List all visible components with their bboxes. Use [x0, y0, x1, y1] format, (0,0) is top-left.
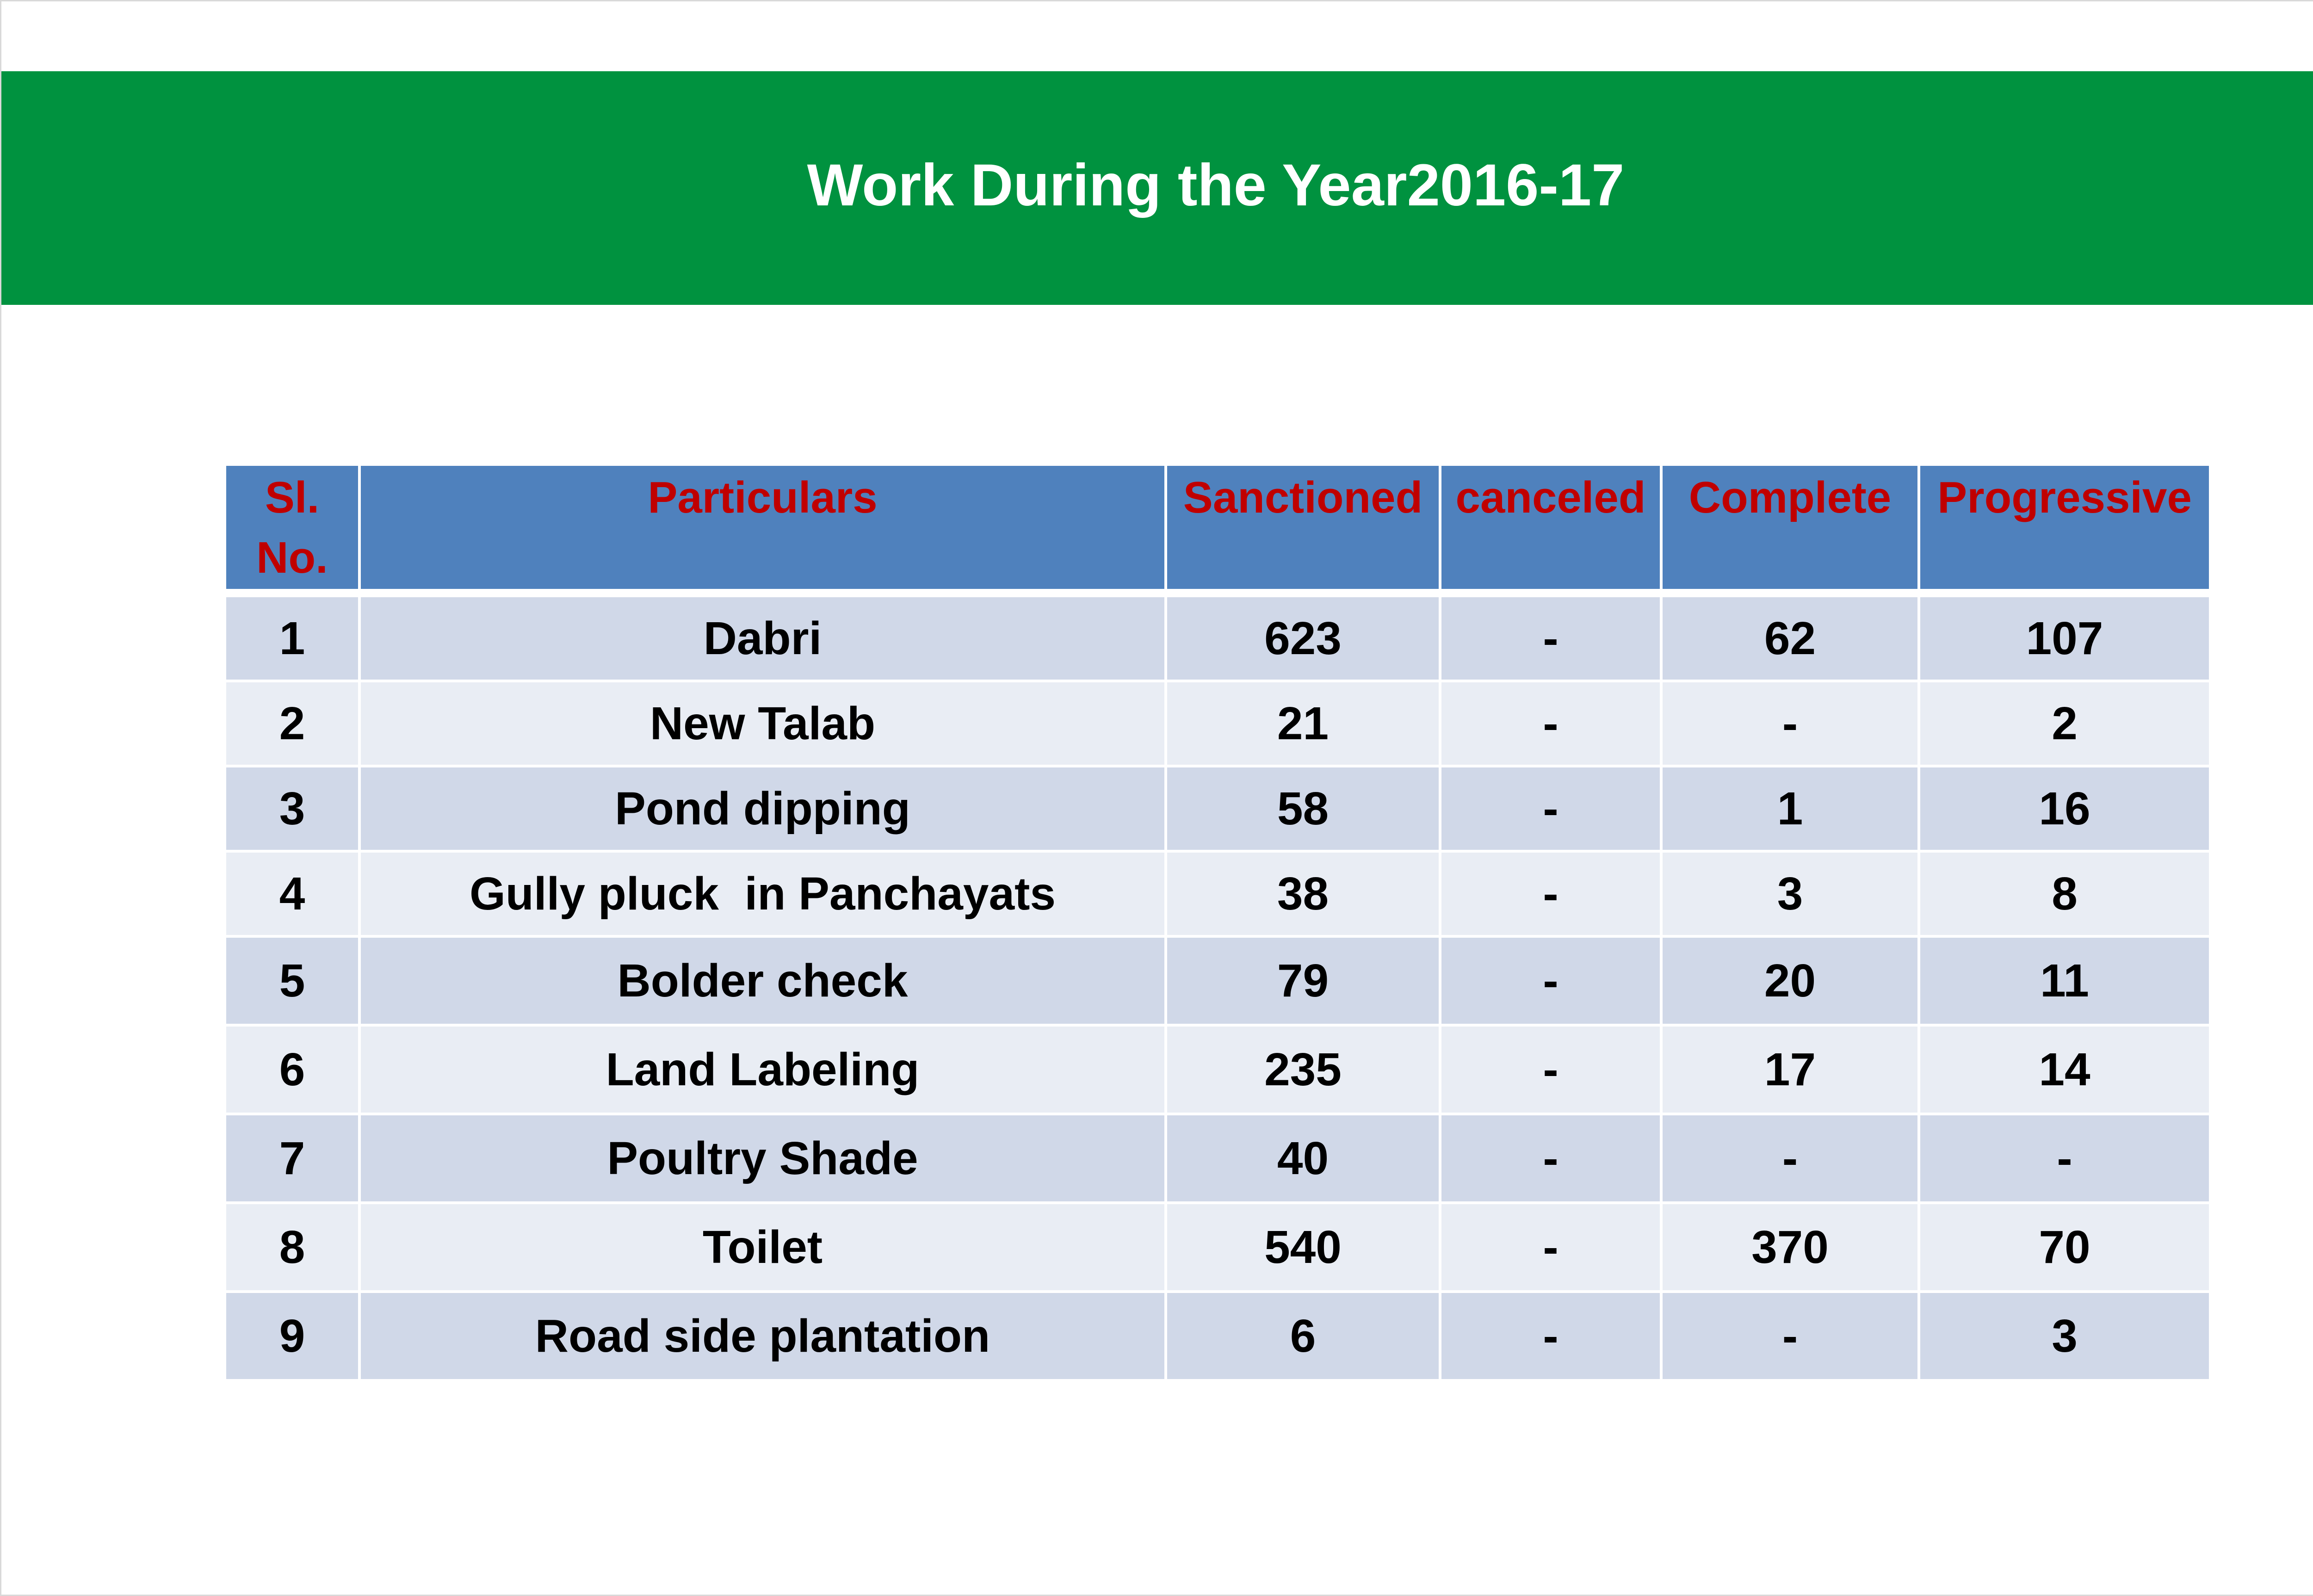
- cell-canceled: -: [1440, 936, 1661, 1025]
- cell-particulars: Poultry Shade: [359, 1114, 1166, 1203]
- header-complete: Complete: [1661, 464, 1919, 593]
- cell-progressive: 107: [1919, 593, 2210, 681]
- cell-canceled: -: [1440, 1292, 1661, 1380]
- work-table: [223, 463, 2212, 1382]
- table-row: [225, 851, 2210, 936]
- header-canceled: canceled: [1440, 464, 1661, 593]
- cell-complete: -: [1661, 681, 1919, 766]
- cell-progressive: 14: [1919, 1025, 2210, 1114]
- cell-progressive: 16: [1919, 766, 2210, 851]
- cell-particulars: Dabri: [359, 593, 1166, 681]
- cell-sl: 6: [225, 1025, 359, 1114]
- header-sanctioned: Sanctioned: [1166, 464, 1440, 593]
- title-band: [1, 71, 2313, 305]
- cell-particulars: Toilet: [359, 1203, 1166, 1292]
- cell-particulars: Bolder check: [359, 936, 1166, 1025]
- cell-progressive: 2: [1919, 681, 2210, 766]
- cell-sanctioned: 235: [1166, 1025, 1440, 1114]
- cell-canceled: -: [1440, 1025, 1661, 1114]
- cell-particulars: Pond dipping: [359, 766, 1166, 851]
- cell-sl: 8: [225, 1203, 359, 1292]
- slide-title: Work During the Year2016-17: [807, 152, 1625, 218]
- table-row: [225, 1114, 2210, 1203]
- cell-complete: -: [1661, 1292, 1919, 1380]
- cell-canceled: -: [1440, 766, 1661, 851]
- table-row: [225, 1025, 2210, 1114]
- cell-sanctioned: 79: [1166, 936, 1440, 1025]
- cell-complete: 62: [1661, 593, 1919, 681]
- cell-complete: 20: [1661, 936, 1919, 1025]
- cell-progressive: 3: [1919, 1292, 2210, 1380]
- cell-sl: 5: [225, 936, 359, 1025]
- cell-complete: 1: [1661, 766, 1919, 851]
- cell-progressive: 11: [1919, 936, 2210, 1025]
- cell-canceled: -: [1440, 593, 1661, 681]
- cell-complete: 17: [1661, 1025, 1919, 1114]
- table-row: [225, 681, 2210, 766]
- header-sl-line1: Sl.: [265, 473, 320, 522]
- cell-sl: 7: [225, 1114, 359, 1203]
- cell-canceled: -: [1440, 851, 1661, 936]
- cell-progressive: 8: [1919, 851, 2210, 936]
- cell-sanctioned: 21: [1166, 681, 1440, 766]
- table-header-row: [225, 464, 2210, 593]
- cell-canceled: -: [1440, 1203, 1661, 1292]
- header-sl-no: [225, 464, 359, 593]
- cell-particulars: Land Labeling: [359, 1025, 1166, 1114]
- cell-particulars: Road side plantation: [359, 1292, 1166, 1380]
- table-row: [225, 1203, 2210, 1292]
- cell-sanctioned: 40: [1166, 1114, 1440, 1203]
- cell-particulars: New Talab: [359, 681, 1166, 766]
- cell-sl: 4: [225, 851, 359, 936]
- cell-sl: 9: [225, 1292, 359, 1380]
- cell-progressive: -: [1919, 1114, 2210, 1203]
- cell-sanctioned: 540: [1166, 1203, 1440, 1292]
- cell-canceled: -: [1440, 681, 1661, 766]
- cell-complete: -: [1661, 1114, 1919, 1203]
- table-row: [225, 1292, 2210, 1380]
- cell-sl: 2: [225, 681, 359, 766]
- table-row: [225, 766, 2210, 851]
- cell-particulars: Gully pluck in Panchayats: [359, 851, 1166, 936]
- cell-sl: 1: [225, 593, 359, 681]
- cell-sanctioned: 38: [1166, 851, 1440, 936]
- table-row: [225, 593, 2210, 681]
- cell-canceled: -: [1440, 1114, 1661, 1203]
- cell-sl: 3: [225, 766, 359, 851]
- cell-complete: 370: [1661, 1203, 1919, 1292]
- cell-complete: 3: [1661, 851, 1919, 936]
- cell-sanctioned: 623: [1166, 593, 1440, 681]
- header-progressive: Progressive: [1919, 464, 2210, 593]
- cell-sanctioned: 58: [1166, 766, 1440, 851]
- header-particulars: Particulars: [359, 464, 1166, 593]
- cell-progressive: 70: [1919, 1203, 2210, 1292]
- header-sl-line2: No.: [256, 533, 328, 582]
- table-row: [225, 936, 2210, 1025]
- cell-sanctioned: 6: [1166, 1292, 1440, 1380]
